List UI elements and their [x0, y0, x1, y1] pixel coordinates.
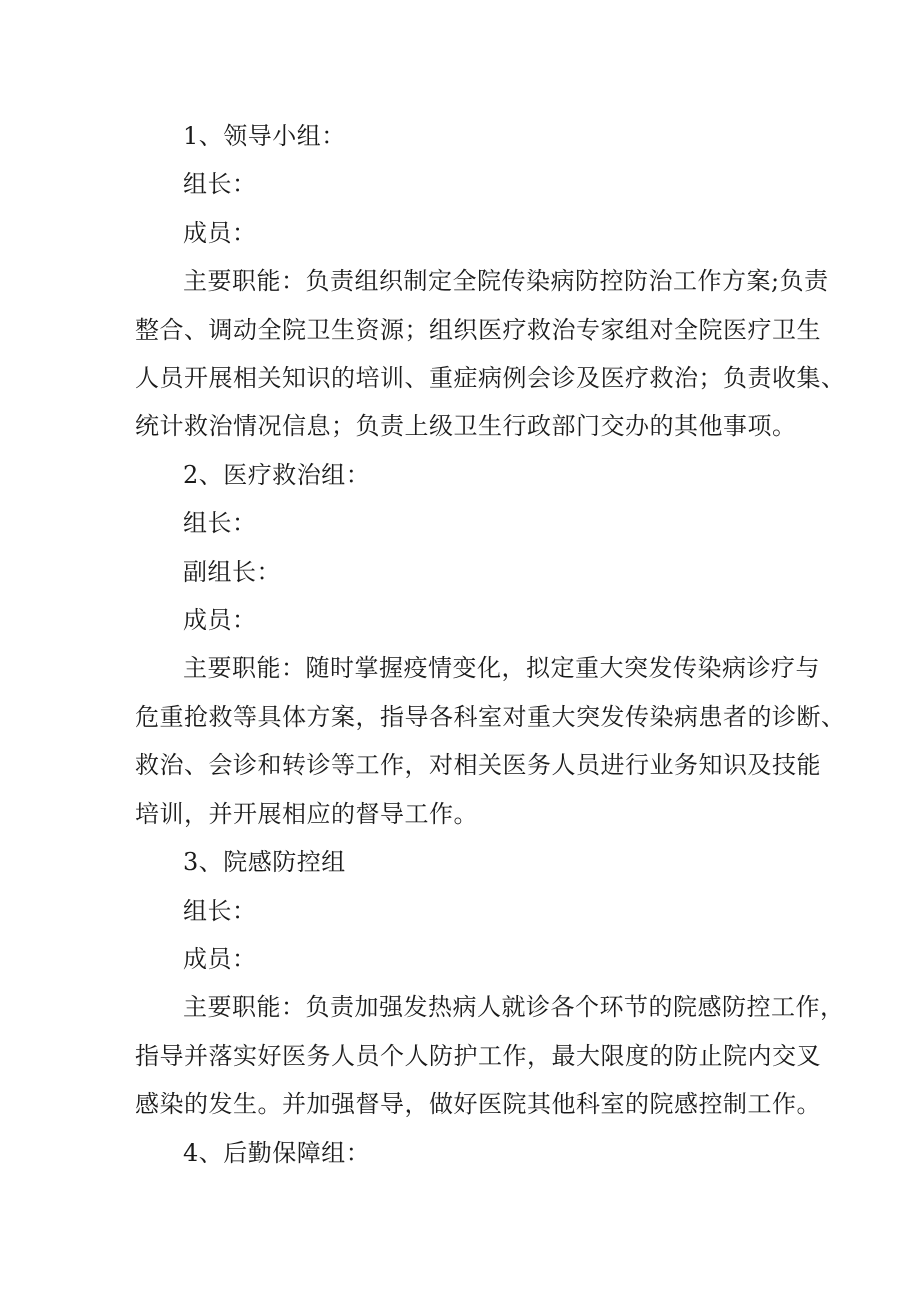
- section-heading: 4、后勤保障组：: [183, 1138, 371, 1167]
- duty-line: 指导并落实好医务人员个人防护工作，最大限度的防止院内交叉: [135, 1041, 821, 1070]
- duty-line: 整合、调动全院卫生资源；组织医疗救治专家组对全院医疗卫生: [135, 315, 821, 344]
- leader-label: 组长：: [183, 170, 257, 199]
- duty-line: 救治、会诊和转诊等工作，对相关医务人员进行业务知识及技能: [135, 751, 821, 780]
- section-infection-control-group: [135, 838, 845, 1128]
- section-heading: 3、院感防控组: [183, 848, 346, 877]
- duty-line: 统计救治情况信息；负责上级卫生行政部门交办的其他事项。: [135, 412, 797, 441]
- deputy-leader-label: 副组长：: [183, 557, 281, 586]
- members-label: 成员：: [183, 218, 257, 247]
- section-leadership-group: [135, 112, 846, 451]
- members-label: 成员：: [183, 606, 257, 635]
- duty-line: 培训，并开展相应的督导工作。: [135, 799, 478, 828]
- section-logistics-group: [135, 1129, 795, 1177]
- duty-line: 危重抢救等具体方案，指导各科室对重大突发传染病患者的诊断、: [135, 702, 846, 731]
- duty-line: 人员开展相关知识的培训、重症病例会诊及医疗救治；负责收集、: [135, 364, 846, 393]
- section-heading: 1、领导小组：: [183, 122, 346, 150]
- section-medical-treatment-group: [135, 451, 846, 838]
- document-body: [135, 112, 846, 1177]
- section-heading: 2、医疗救治组：: [183, 460, 371, 489]
- duty-line: 主要职能：随时掌握疫情变化，拟定重大突发传染病诊疗与: [183, 654, 820, 683]
- duty-line: 主要职能：负责加强发热病人就诊各个环节的院感防控工作，: [183, 993, 845, 1022]
- leader-label: 组长：: [183, 509, 257, 538]
- members-label: 成员：: [183, 944, 257, 973]
- duty-line: 感染的发生。并加强督导，做好医院其他科室的院感控制工作。: [135, 1090, 821, 1119]
- duty-line: 主要职能：负责组织制定全院传染病防控防治工作方案;负责: [183, 267, 829, 296]
- leader-label: 组长：: [183, 896, 257, 925]
